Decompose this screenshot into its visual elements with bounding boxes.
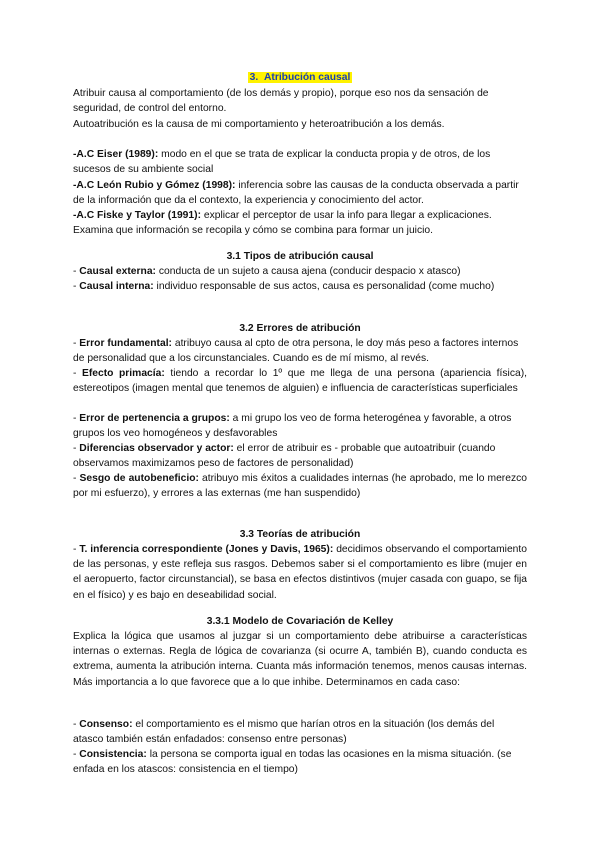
list-item-inferencia-correspondiente: - T. inferencia correspondiente (Jones y Davis, 1965): decidimos observando el comportamiento de las personas, y este refleja sus rasgos. Debemos saber si el comportamiento es libre (mujer en el aeropuerto, factor circunstancial), se basa en efectos distintivos (mujer casada con guapo, se fija en el físico) y es bajo en deseabilidad social. xyxy=(73,544,527,601)
list-item-sesgo-autobeneficio: - Sesgo de autobeneficio: atribuyo mis éxitos a cualidades internas (he aprobado, me lo merezco por mi esfuerzo), y errores a las externas (me han suspendido) xyxy=(73,473,527,500)
list-item-diferencias-observador: - Diferencias observador y actor: el error de atribuir es - probable que autoatribuir (cuando observamos maximizamos peso de factores de personalidad) xyxy=(73,443,496,470)
intro-paragraph: Atribuir causa al comportamiento (de los demás y propio), porque eso nos da sensación de seguridad, de control del entorno. xyxy=(73,88,489,115)
list-item-error-pertenencia: - Error de pertenencia a grupos: a mi grupo los veo de forma heterogénea y favorable, a otros grupos los veo homogéneos y desfavorables xyxy=(73,413,512,440)
list-item-consenso: - Consenso: el comportamiento es el mismo que harían otros en la situación (los demás del atasco también están enfadados: consenso entre personas) xyxy=(73,719,495,746)
kelley-intro-paragraph: Explica la lógica que usamos al juzgar si un comportamiento debe atribuirse a características internas o externas. Regla de lógica de covarianza (si ocurre A, también B), cuando conducta es extrema, aumenta la atribución interna. Cuanta más información tenemos, menos causas internas. Más importancia a lo que favorece que a lo que inhibe. Determinamos en cada caso: xyxy=(73,631,527,688)
intro-autoatribucion: Autoatribución es la causa de mi comportamiento y heteroatribución a los demás. xyxy=(73,119,445,130)
heading-teorias: 3.3 Teorías de atribución xyxy=(239,529,361,540)
list-item-causal-externa: - Causal externa: conducta de un sujeto a causa ajena (conducir despacio x atasco) xyxy=(73,266,461,277)
list-item-error-fundamental: - Error fundamental: atribuyo causa al cpto de otra persona, le doy más peso a factores internos de personalidad que a los circunstanciales. Cuando es de mí mismo, al revés. xyxy=(73,338,519,365)
list-item-consistencia: - Consistencia: la persona se comporta igual en todas las ocasiones en la misma situación. (se enfada en los atascos: consistencia en el tiempo) xyxy=(73,749,512,776)
list-item-efecto-primacia: - Efecto primacía: tiendo a recordar lo 1º que me llega de una persona (apariencia física), estereotipos (imagen mental que tenemos de alguien) e influencia de características superficiales xyxy=(73,368,527,395)
section-title-highlight: 3. Atribución causal xyxy=(249,72,351,83)
section-title xyxy=(73,70,527,85)
definition-leon-rubio: -A.C León Rubio y Gómez (1998): inferencia sobre las causas de la conducta observada a partir de la información que da el contexto, la experiencia y conocimiento del actor. xyxy=(73,180,519,207)
heading-kelley: 3.3.1 Modelo de Covariación de Kelley xyxy=(206,616,394,627)
definition-eiser: -A.C Eiser (1989): modo en el que se trata de explicar la conducta propia y de otros, de los sucesos de su ambiente social xyxy=(73,149,491,176)
heading-tipos: 3.1 Tipos de atribución causal xyxy=(226,251,374,262)
definition-fiske-taylor: -A.C Fiske y Taylor (1991): explicar el perceptor de usar la info para llegar a explicaciones. Examina que información se recopila y cómo se combina para formar un juicio. xyxy=(73,210,492,237)
heading-errores: 3.2 Errores de atribución xyxy=(239,323,361,334)
list-item-causal-interna: - Causal interna: individuo responsable de sus actos, causa es personalidad (come mucho) xyxy=(73,281,495,292)
